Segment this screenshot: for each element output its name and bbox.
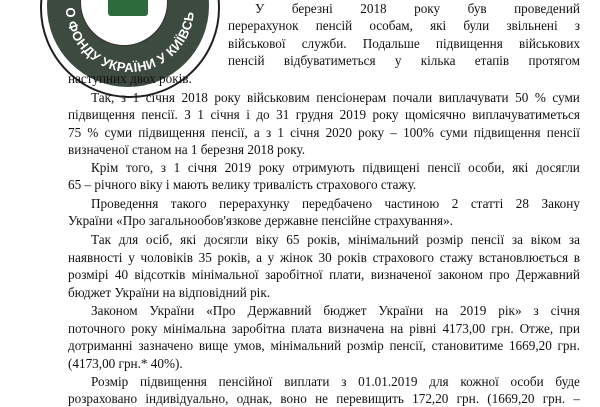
word: підвищення bbox=[139, 374, 207, 389]
word: 65 bbox=[286, 232, 300, 247]
word: віку bbox=[255, 232, 279, 247]
word: суми bbox=[104, 125, 133, 140]
word: плати, bbox=[329, 267, 365, 282]
word: військовим bbox=[246, 90, 310, 105]
text-line: наступних двох років. bbox=[68, 71, 192, 86]
word: за bbox=[568, 232, 580, 247]
text-line bbox=[68, 390, 580, 407]
word: статті bbox=[470, 196, 504, 211]
word: на bbox=[435, 303, 449, 318]
word: у bbox=[394, 53, 402, 68]
word: грн. bbox=[557, 338, 580, 353]
word: України bbox=[149, 303, 195, 318]
word: січня bbox=[145, 90, 175, 105]
word: мінімальна bbox=[163, 321, 226, 336]
word: дотриманні bbox=[68, 338, 133, 353]
word: проведений bbox=[514, 1, 580, 16]
word: мінімальний bbox=[270, 338, 342, 353]
word: відсотків bbox=[134, 267, 186, 282]
word: встановлюється bbox=[478, 250, 569, 265]
word: 01.01.2019 bbox=[358, 374, 418, 389]
word: пенсії bbox=[427, 160, 461, 175]
text-line bbox=[255, 0, 580, 17]
word: грн. bbox=[456, 391, 479, 406]
word: року bbox=[214, 90, 241, 105]
word: вище bbox=[198, 338, 229, 353]
text-line: 65 – річного віку і мають велику тривалість страхового стажу. bbox=[68, 177, 417, 192]
word: У bbox=[255, 1, 265, 16]
word: страхового bbox=[372, 250, 434, 265]
word: віком bbox=[530, 232, 562, 247]
text-line bbox=[91, 302, 580, 319]
word: особам, bbox=[369, 18, 413, 33]
word: досягли bbox=[535, 160, 580, 175]
word: звільнені bbox=[506, 18, 558, 33]
word: визначеної bbox=[370, 267, 432, 282]
word: військової bbox=[228, 36, 286, 51]
word: 2019 bbox=[224, 160, 252, 175]
word: і bbox=[246, 107, 250, 122]
word: Подальше bbox=[362, 36, 420, 51]
word: пенсійної bbox=[218, 374, 273, 389]
word: грн. bbox=[542, 391, 566, 406]
word: плата bbox=[291, 321, 323, 336]
word: з bbox=[265, 125, 272, 140]
word: 172,20 bbox=[412, 391, 449, 406]
text-line bbox=[68, 266, 580, 283]
word: січня bbox=[210, 107, 240, 122]
word: етапів bbox=[474, 53, 510, 68]
word: підвищення bbox=[138, 125, 206, 140]
word: умов, bbox=[233, 338, 265, 353]
word: суми bbox=[440, 125, 468, 140]
word: року bbox=[358, 125, 385, 140]
word: з bbox=[120, 90, 127, 105]
word: підвищення bbox=[435, 36, 503, 51]
word: отримують bbox=[292, 160, 355, 175]
word: (1669,20 bbox=[487, 391, 535, 406]
word: особи, bbox=[468, 160, 505, 175]
word: пенсії bbox=[546, 125, 580, 140]
word: України bbox=[378, 303, 424, 318]
word: жінок bbox=[279, 250, 313, 265]
text-line: визначеної станом на 1 березня 2018 року. bbox=[68, 142, 306, 157]
word: років, bbox=[217, 250, 251, 265]
word: кожної bbox=[460, 374, 499, 389]
word: пенсії bbox=[470, 232, 505, 247]
word: для bbox=[118, 232, 139, 247]
word: був bbox=[467, 1, 487, 16]
word: року bbox=[414, 1, 441, 16]
seal-text: О ФОНДУ УКРАЇНИ У КИЇВСЬ bbox=[62, 6, 198, 76]
word: воно bbox=[280, 391, 307, 406]
word: пенсії, bbox=[211, 125, 248, 140]
word: року bbox=[131, 321, 158, 336]
word: поточного bbox=[68, 321, 126, 336]
word: відбуватиметься bbox=[283, 53, 376, 68]
word: законом bbox=[437, 267, 483, 282]
word: перерахунок bbox=[228, 18, 299, 33]
word: перерахунку bbox=[219, 196, 290, 211]
word: бюджет bbox=[323, 303, 367, 318]
word: щомісячно bbox=[405, 107, 466, 122]
word: пенсії. bbox=[141, 107, 178, 122]
word: передбачено bbox=[301, 196, 373, 211]
word: а bbox=[253, 125, 260, 140]
word: почали bbox=[392, 90, 433, 105]
word: не bbox=[315, 391, 328, 406]
word: – bbox=[573, 391, 580, 406]
word: з bbox=[341, 374, 347, 389]
word: 1 bbox=[197, 107, 204, 122]
word: року bbox=[258, 160, 285, 175]
text-line bbox=[68, 320, 580, 337]
word: становитиме bbox=[431, 338, 504, 353]
word: виплачуватиметься bbox=[472, 107, 580, 122]
word: розмір bbox=[426, 232, 464, 247]
word: Розмір bbox=[91, 374, 129, 389]
word: виплати bbox=[284, 374, 330, 389]
word: за bbox=[511, 232, 523, 247]
word: які bbox=[512, 160, 529, 175]
word: з bbox=[533, 303, 539, 318]
word: чоловіків bbox=[140, 250, 193, 265]
word: 31 bbox=[276, 107, 290, 122]
word: років, bbox=[307, 232, 341, 247]
word: пенсій bbox=[228, 53, 265, 68]
text-line bbox=[228, 35, 580, 52]
word: року bbox=[372, 107, 399, 122]
word: які bbox=[430, 18, 447, 33]
word: досягли bbox=[204, 232, 249, 247]
word: Закону bbox=[541, 196, 580, 211]
word: осіб, bbox=[145, 232, 173, 247]
word: наявності bbox=[68, 250, 123, 265]
word: січня bbox=[187, 160, 218, 175]
word: 2020 bbox=[325, 125, 352, 140]
word: 75 bbox=[68, 125, 82, 140]
text-line bbox=[68, 337, 580, 354]
word: Крім bbox=[91, 160, 119, 175]
word: виплачувати bbox=[438, 90, 509, 105]
word: перевищить bbox=[336, 391, 404, 406]
word: пенсії, bbox=[389, 338, 426, 353]
word: 1 bbox=[173, 160, 181, 175]
word: розмір bbox=[346, 338, 384, 353]
word: військових bbox=[518, 36, 580, 51]
word: підвищені bbox=[362, 160, 420, 175]
text-line bbox=[68, 124, 580, 141]
word: частиною bbox=[384, 196, 440, 211]
text-line: бюджет України на відповідний рік. bbox=[68, 285, 271, 300]
word: Проведення bbox=[91, 196, 159, 211]
word: а bbox=[256, 250, 262, 265]
text-line bbox=[91, 373, 580, 390]
text-line: (4173,00 грн.* 40%). bbox=[68, 356, 183, 371]
word: підвищення bbox=[68, 107, 135, 122]
text-line bbox=[68, 106, 580, 123]
text-line bbox=[228, 17, 580, 34]
text-line bbox=[68, 249, 580, 266]
word: Державний bbox=[247, 303, 312, 318]
word: Так bbox=[91, 232, 111, 247]
word: 1669,20 bbox=[508, 338, 552, 353]
word: розраховано bbox=[68, 391, 138, 406]
word: % bbox=[87, 125, 99, 140]
word: для bbox=[429, 374, 449, 389]
word: Так, bbox=[91, 90, 115, 105]
word: такого bbox=[170, 196, 207, 211]
word: січня bbox=[290, 125, 320, 140]
word: грн. bbox=[491, 321, 514, 336]
word: на bbox=[390, 321, 404, 336]
word: 2019 bbox=[339, 107, 367, 122]
word: служби. bbox=[301, 36, 347, 51]
word: 28 bbox=[515, 196, 529, 211]
word: січня bbox=[550, 303, 580, 318]
word: Державний bbox=[515, 267, 580, 282]
word: протягом bbox=[528, 53, 580, 68]
word: 40 bbox=[114, 267, 129, 282]
word: стажу bbox=[439, 250, 474, 265]
word: які bbox=[180, 232, 197, 247]
word: однак, bbox=[236, 391, 273, 406]
word: про bbox=[489, 267, 510, 282]
word: того, bbox=[126, 160, 154, 175]
word: індивідуально, bbox=[145, 391, 229, 406]
word: при bbox=[559, 321, 580, 336]
word: мінімальної bbox=[191, 267, 259, 282]
text-line bbox=[91, 195, 580, 212]
word: в bbox=[573, 250, 580, 265]
word: до bbox=[256, 107, 270, 122]
word: визначена bbox=[328, 321, 385, 336]
word: з bbox=[160, 160, 166, 175]
word: рівні bbox=[409, 321, 437, 336]
word: років bbox=[337, 250, 367, 265]
word: 35 bbox=[198, 250, 212, 265]
word: % bbox=[534, 90, 546, 105]
word: – bbox=[390, 125, 397, 140]
word: особи bbox=[510, 374, 544, 389]
word: 30 bbox=[318, 250, 332, 265]
word: кілька bbox=[420, 53, 456, 68]
text-line bbox=[228, 52, 580, 69]
word: підвищення bbox=[473, 125, 541, 140]
word: пенсіонерам bbox=[316, 90, 387, 105]
word: березні bbox=[291, 1, 333, 16]
text-line bbox=[91, 89, 580, 106]
word: у bbox=[267, 250, 275, 265]
word: 1 bbox=[277, 125, 284, 140]
word: Отже, bbox=[519, 321, 554, 336]
word: «Про bbox=[206, 303, 236, 318]
word: з bbox=[574, 18, 580, 33]
text-line bbox=[91, 231, 580, 248]
word: Законом bbox=[91, 303, 138, 318]
word: розмірі bbox=[68, 267, 109, 282]
word: буде bbox=[555, 374, 580, 389]
word: 4173,00 bbox=[442, 321, 486, 336]
word: З bbox=[184, 107, 191, 122]
word: заробітної bbox=[264, 267, 323, 282]
word: пенсій bbox=[315, 18, 353, 33]
word: 2019 bbox=[459, 303, 487, 318]
word: 2018 bbox=[181, 90, 208, 105]
word: 50 bbox=[515, 90, 529, 105]
word: у bbox=[128, 250, 135, 265]
word: мінімальний bbox=[347, 232, 419, 247]
word: 1 bbox=[132, 90, 140, 105]
text-line: України «Про загальнообов'язкове державне пенсійне страхування». bbox=[68, 213, 453, 228]
word: 100% bbox=[403, 125, 434, 140]
word: були bbox=[463, 18, 490, 33]
word: зазначено bbox=[138, 338, 194, 353]
word: суми bbox=[552, 90, 580, 105]
word: заробітна bbox=[231, 321, 286, 336]
word: 2018 bbox=[360, 1, 387, 16]
text-line bbox=[91, 159, 580, 176]
word: грудня bbox=[295, 107, 334, 122]
word: рік» bbox=[498, 303, 522, 318]
word: 2 bbox=[451, 196, 459, 211]
